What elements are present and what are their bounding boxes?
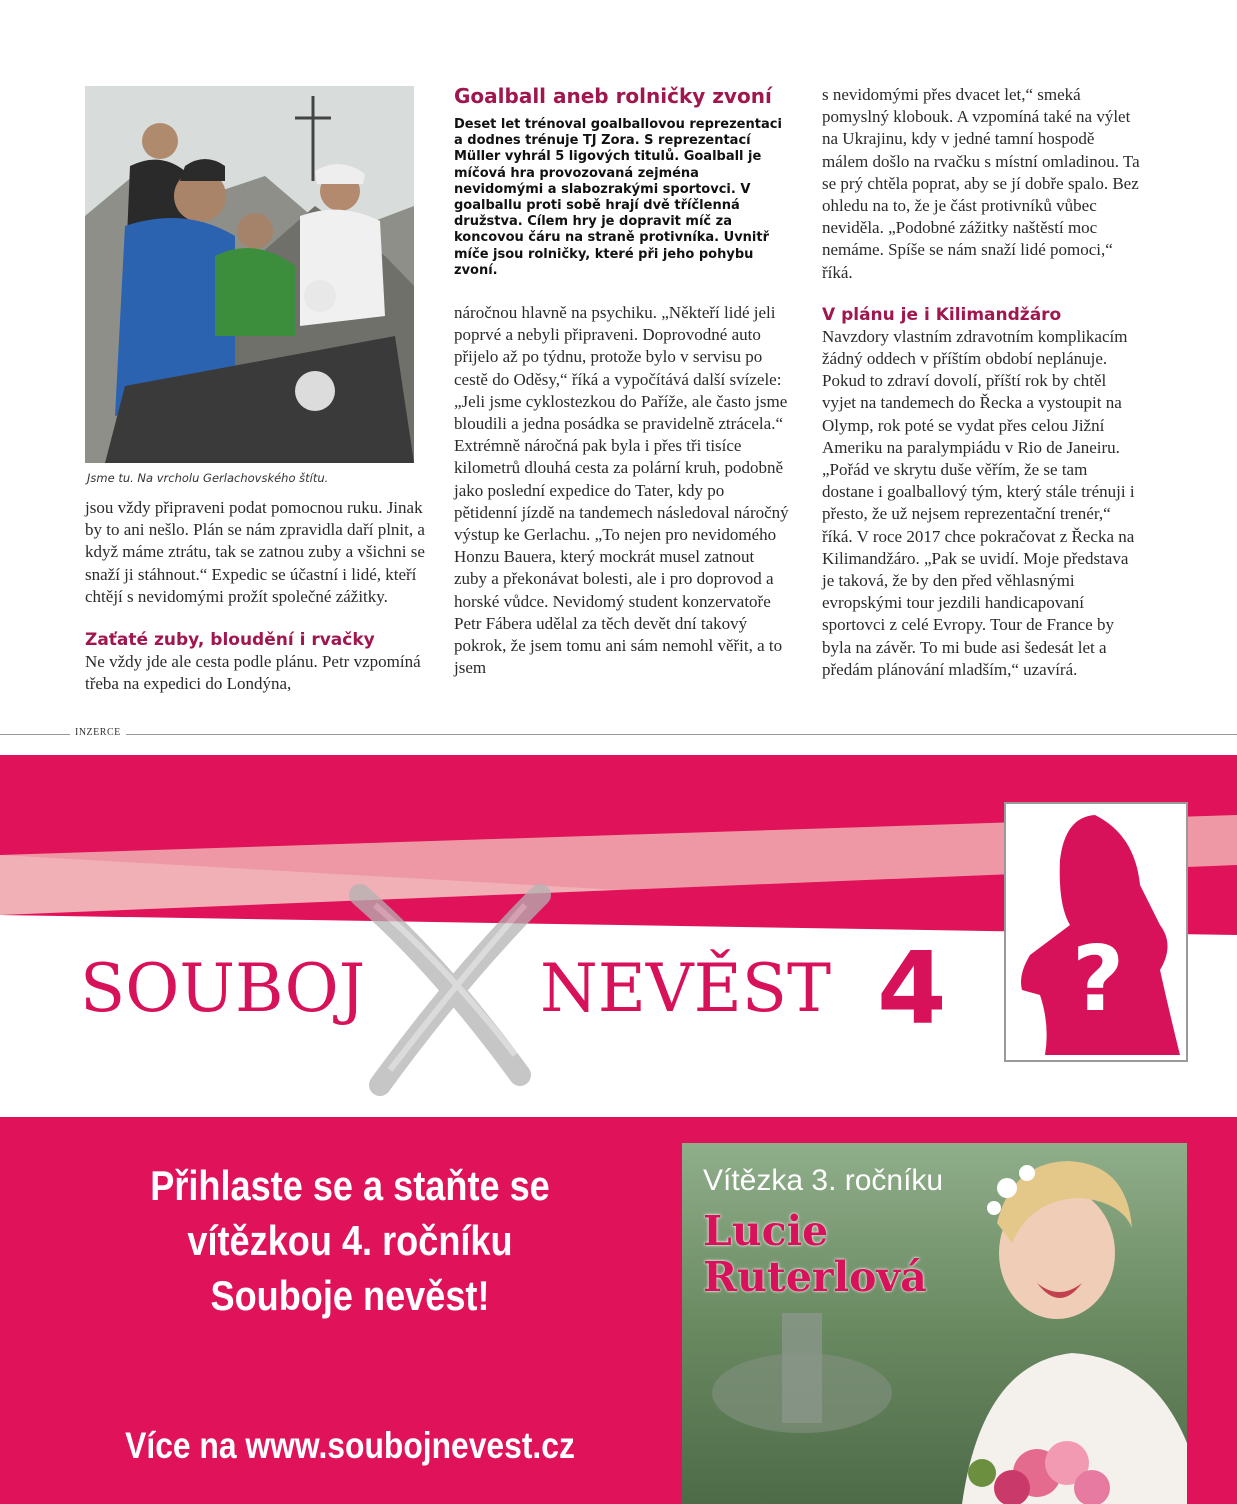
- paragraph: s nevidomými přes dvacet let,“ smeká pomyslný klobouk. A vzpomíná také na výlet na Ukrajinu, kdy v jedné tamní hospodě málem došlo na rvačku s místní omladinou. Ta se prý chtěla poprat, aby se jí dobře spalo. Bez ohledu na to, že je část protivníků vůbec neviděla. „Podobné zážitky naštěstí moc nemáme. Spíše se nám snaží lidé pomoci,“ říká.: [822, 85, 1140, 282]
- headline-line: Přihlaste se a staňte se: [150, 1162, 550, 1209]
- question-mark: ?: [1072, 927, 1125, 1032]
- article-column-1: [85, 497, 425, 695]
- ad-website-link[interactable]: Více na www.soubojnevest.cz: [125, 1425, 575, 1466]
- ad-label: INZERCE: [70, 727, 126, 738]
- paragraph: Navzdory vlastním zdravotním komplikacím žádný oddech v příštím období neplánuje. Pokud to zdraví dovolí, příští rok by chtěl vyjet na tandemech do Řecka a vystoupit na Olymp, rok poté se vydat přes celou Jižní Ameriku na paralympiádu v Rio de Janeiru. „Pořád ve skrytu duše věřím, že se tam dostane i goalballový tým, který stále trénuji i přesto, že už nejsem reprezentační trenér,“ říká. V roce 2017 chce pokračovat z Řecka na Kilimandžáro. „Pak se uvidí. Moje představa je taková, že by den před věhlasnými evropskými tour jezdili handicapovaní sportovci z celé Evropy. Tour de France by byla na závěr. To mi bude asi šedesát let a předám plánování mladším,“ uzavírá.: [822, 326, 1135, 679]
- ad-banner-top[interactable]: [0, 755, 1237, 1117]
- winner-label: Vítězka 3. ročníku: [703, 1164, 944, 1197]
- headline-line: Souboje nevěst!: [210, 1272, 490, 1319]
- photo-caption: Jsme tu. Na vrcholu Gerlachovského štítu.: [87, 471, 329, 485]
- winner-name: [703, 1208, 927, 1300]
- article-column-2: [454, 302, 789, 679]
- paragraph: jsou vždy připraveni podat pomocnou ruku. Jinak by to ani nešlo. Plán se nám zpravidla daří plnit, a když máme ztrátu, tak se zatnou zuby a všichni se snaží ji stáhnout.“ Expedic se účastní i lidé, kteří chtějí s nevidomými prožít společné zážitky.: [85, 498, 425, 606]
- box-text: Deset let trénoval goalballovou reprezentaci a dodnes trénuje TJ Zora. S reprezentací Müller vyhrál 5 ligových titulů. Goalball je míčová hra provozovaná zejména nevidomými a slabozrakými sportovci. V goalballu proti sobě hrají dvě tříčlenná družstva. Cílem hry je dopravit míč za koncovou čáru na straně protivníka. Uvnitř míče jsou rolničky, které při jeho pohybu zvoní.: [454, 117, 782, 278]
- paragraph: Ne vždy jde ale cesta podle plánu. Petr vzpomíná třeba na expedici do Londýna,: [85, 652, 421, 694]
- ad-headline: [83, 1158, 616, 1323]
- ad-banner-background: [0, 755, 1237, 1117]
- summit-photo-illustration: [85, 86, 414, 463]
- logo-number: 4: [877, 930, 947, 1047]
- headline-line: vítězkou 4. ročníku: [187, 1217, 513, 1264]
- box-title: Goalball aneb rolničky zvoní: [454, 84, 772, 108]
- article-column-3: [822, 84, 1142, 681]
- logo-nevest: NEVĚST: [540, 950, 832, 1027]
- winner-first-name: Lucie: [703, 1207, 829, 1255]
- x-brush-icon: [360, 895, 540, 1085]
- mountain-summit-photo: [85, 86, 414, 463]
- separator-line: [0, 734, 1237, 735]
- bride-silhouette-icon: [1005, 803, 1187, 1061]
- winner-last-name: Ruterlová: [703, 1253, 927, 1301]
- logo-souboj: SOUBOJ: [80, 950, 366, 1027]
- subheading: V plánu je i Kilimandžáro: [822, 304, 1062, 325]
- subheading: Zaťaté zuby, bloudění i rvačky: [85, 630, 375, 651]
- paragraph: náročnou hlavně na psychiku. „Někteří lidé jeli poprvé a nebyli připraveni. Doprovodné auto přijelo až po týdnu, protože bylo v servisu po cestě do Oděsy,“ říká a vypočítává další svízele: „Jeli jsme cyklostezkou do Paříže, ale často jsme bloudili a jedna posádka se pravidelně ztrácela.“ Extrémně náročná pak byla i přes tři tisíce kilometrů dlouhá cesta za polární kruh, podobně jako poslední expedice do Tater, kdy po pětidenní jízdě na tandemech následoval náročný výstup ke Gerlachu. „To nejen pro nevidomého Honzu Bauera, který mockrát musel zatnout zuby a překonávat bolesti, ale i pro doprovod a horské vůdce. Nevidomý student konzervatoře Petr Fábera udělal za těch devět dní takový pokrok, že jsem tomu ani sám nemohl věřit, a to jsem: [454, 303, 789, 678]
